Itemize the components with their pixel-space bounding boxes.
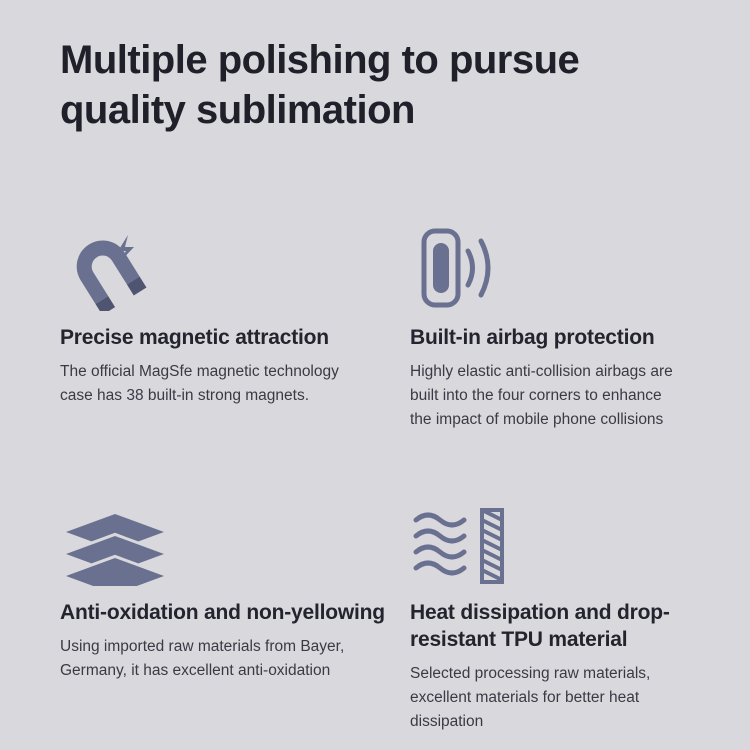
feature-title: Anti-oxidation and non-yellowing: [60, 601, 385, 625]
feature-description: Highly elastic anti-collision airbags are built into the four corners to enhance the impact of mobile phone collisions: [410, 363, 673, 429]
feature-card-anti-oxidation: [60, 494, 410, 734]
feature-description: The official MagSfe magnetic technology case has 38 built-in strong magnets.: [60, 363, 339, 405]
feature-card-heat-dissipation: [410, 494, 694, 734]
feature-title: Precise magnetic attraction: [60, 326, 329, 350]
feature-description: Selected processing raw materials, excellent materials for better heat dissipation: [410, 664, 651, 730]
heat-waves-icon: [410, 494, 684, 586]
feature-description: Using imported raw materials from Bayer, Germany, it has excellent anti-oxidation: [60, 637, 345, 679]
magnet-icon: [60, 219, 400, 311]
page-title: Multiple polishing to pursue quality sublimation: [60, 38, 580, 132]
airbag-phone-icon: [410, 219, 684, 311]
feature-title: Built-in airbag protection: [410, 326, 655, 350]
feature-grid: [60, 219, 694, 734]
feature-title: Heat dissipation and drop-resistant TPU material: [410, 601, 670, 651]
layers-icon: [60, 494, 400, 586]
feature-card-airbag: [410, 219, 694, 432]
feature-card-magnet: [60, 219, 410, 432]
